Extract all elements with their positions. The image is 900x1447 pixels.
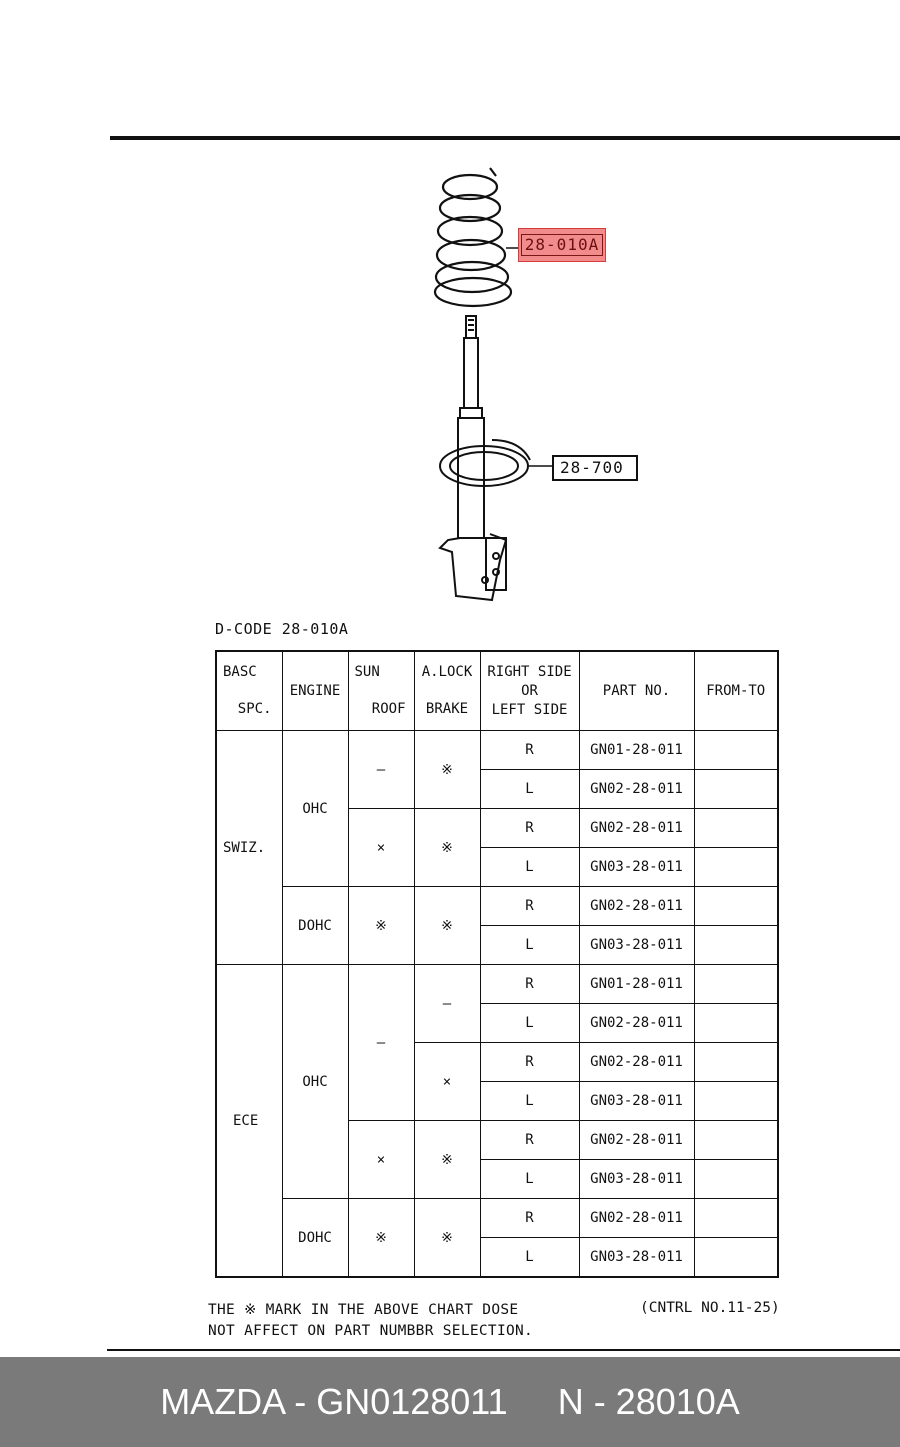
- side-cell: L: [480, 848, 579, 887]
- sunroof-mark: ×: [348, 809, 414, 887]
- engine-dohc: DOHC: [282, 887, 348, 965]
- callout-spring-label: 28-010A: [521, 234, 603, 256]
- header-spc: SPC.: [237, 701, 272, 717]
- coil-spring: [435, 168, 511, 306]
- header-basc-spc: [216, 651, 282, 731]
- note-line-1: THE ※ MARK IN THE ABOVE CHART DOSE: [208, 1302, 519, 1318]
- footer-bar: [0, 1357, 900, 1447]
- from-to-cell: [694, 770, 778, 809]
- callout-seat-label[interactable]: 28-700: [552, 455, 638, 481]
- header-sunroof: [348, 651, 414, 731]
- side-cell: R: [480, 965, 579, 1004]
- part-no-cell: GN02-28-011: [579, 1121, 694, 1160]
- part-no-cell: GN01-28-011: [579, 731, 694, 770]
- part-no-cell: GN02-28-011: [579, 809, 694, 848]
- strut-body: [440, 418, 530, 600]
- part-no-cell: GN03-28-011: [579, 1082, 694, 1121]
- header-brake: BRAKE: [425, 701, 469, 717]
- part-no-cell: GN02-28-011: [579, 770, 694, 809]
- sunroof-mark: ※: [348, 887, 414, 965]
- side-cell: L: [480, 926, 579, 965]
- side-cell: L: [480, 1082, 579, 1121]
- part-no-cell: GN03-28-011: [579, 1238, 694, 1278]
- alock-mark: ※: [414, 809, 480, 887]
- side-cell: R: [480, 809, 579, 848]
- alock-mark: ※: [414, 1121, 480, 1199]
- from-to-cell: [694, 926, 778, 965]
- side-cell: R: [480, 1121, 579, 1160]
- part-no-cell: GN02-28-011: [579, 1043, 694, 1082]
- from-to-cell: [694, 848, 778, 887]
- sunroof-mark: —: [348, 965, 414, 1121]
- strut-diagram: [0, 0, 900, 620]
- parts-table: [215, 650, 779, 1278]
- alock-mark: ※: [414, 731, 480, 809]
- side-cell: R: [480, 1043, 579, 1082]
- part-no-cell: GN02-28-011: [579, 1199, 694, 1238]
- from-to-cell: [694, 887, 778, 926]
- header-alock: A.LOCK: [421, 664, 473, 680]
- part-no-cell: GN03-28-011: [579, 848, 694, 887]
- table-row: [216, 731, 778, 770]
- header-engine: ENGINE: [282, 651, 348, 731]
- header-alock-brake: [414, 651, 480, 731]
- sunroof-mark: ※: [348, 1199, 414, 1278]
- bottom-rule: [107, 1349, 900, 1351]
- header-side: [480, 651, 579, 731]
- footer-part-number: MAZDA - GN0128011: [160, 1381, 508, 1422]
- header-part-no: PART NO.: [579, 651, 694, 731]
- header-basc: BASC: [223, 664, 257, 680]
- from-to-cell: [694, 965, 778, 1004]
- engine-ohc: OHC: [282, 731, 348, 887]
- header-roof: ROOF: [371, 701, 406, 717]
- sunroof-mark: ×: [348, 1121, 414, 1199]
- table-header-row: [216, 651, 778, 731]
- part-no-cell: GN02-28-011: [579, 887, 694, 926]
- part-no-cell: GN03-28-011: [579, 926, 694, 965]
- from-to-cell: [694, 1043, 778, 1082]
- from-to-cell: [694, 1121, 778, 1160]
- alock-mark: ×: [414, 1043, 480, 1121]
- side-cell: R: [480, 887, 579, 926]
- header-side-line3: LEFT SIDE: [491, 701, 568, 718]
- from-to-cell: [694, 1004, 778, 1043]
- callout-spring-highlight[interactable]: [518, 228, 606, 262]
- part-no-cell: GN03-28-011: [579, 1160, 694, 1199]
- from-to-cell: [694, 1238, 778, 1278]
- alock-mark: ※: [414, 887, 480, 965]
- table-row: [216, 887, 778, 926]
- from-to-cell: [694, 731, 778, 770]
- group-ece: ECE: [216, 965, 282, 1278]
- from-to-cell: [694, 809, 778, 848]
- from-to-cell: [694, 1082, 778, 1121]
- side-cell: L: [480, 1160, 579, 1199]
- part-no-cell: GN02-28-011: [579, 1004, 694, 1043]
- side-cell: L: [480, 1238, 579, 1278]
- control-number: (CNTRL NO.11-25): [640, 1300, 780, 1316]
- header-side-line1: RIGHT SIDE: [487, 663, 572, 680]
- side-cell: L: [480, 770, 579, 809]
- engine-ohc: OHC: [282, 965, 348, 1199]
- from-to-cell: [694, 1199, 778, 1238]
- sunroof-mark: —: [348, 731, 414, 809]
- dcode-label: D-CODE 28-010A: [215, 620, 349, 638]
- shock-rod: [460, 316, 482, 418]
- header-from-to: FROM-TO: [694, 651, 778, 731]
- table-row: [216, 1199, 778, 1238]
- group-swiz: SWIZ.: [216, 731, 282, 965]
- part-no-cell: GN01-28-011: [579, 965, 694, 1004]
- footer-spacer: [508, 1381, 558, 1423]
- from-to-cell: [694, 1160, 778, 1199]
- header-side-line2: OR: [521, 682, 538, 699]
- note-line-2: NOT AFFECT ON PART NUMBBR SELECTION.: [208, 1323, 534, 1339]
- side-cell: R: [480, 731, 579, 770]
- table-row: [216, 965, 778, 1004]
- alock-mark: —: [414, 965, 480, 1043]
- chart-note: [208, 1300, 533, 1342]
- side-cell: L: [480, 1004, 579, 1043]
- alock-mark: ※: [414, 1199, 480, 1278]
- header-sun: SUN: [354, 664, 380, 680]
- engine-dohc: DOHC: [282, 1199, 348, 1278]
- side-cell: R: [480, 1199, 579, 1238]
- footer-reference: N - 28010A: [557, 1381, 740, 1422]
